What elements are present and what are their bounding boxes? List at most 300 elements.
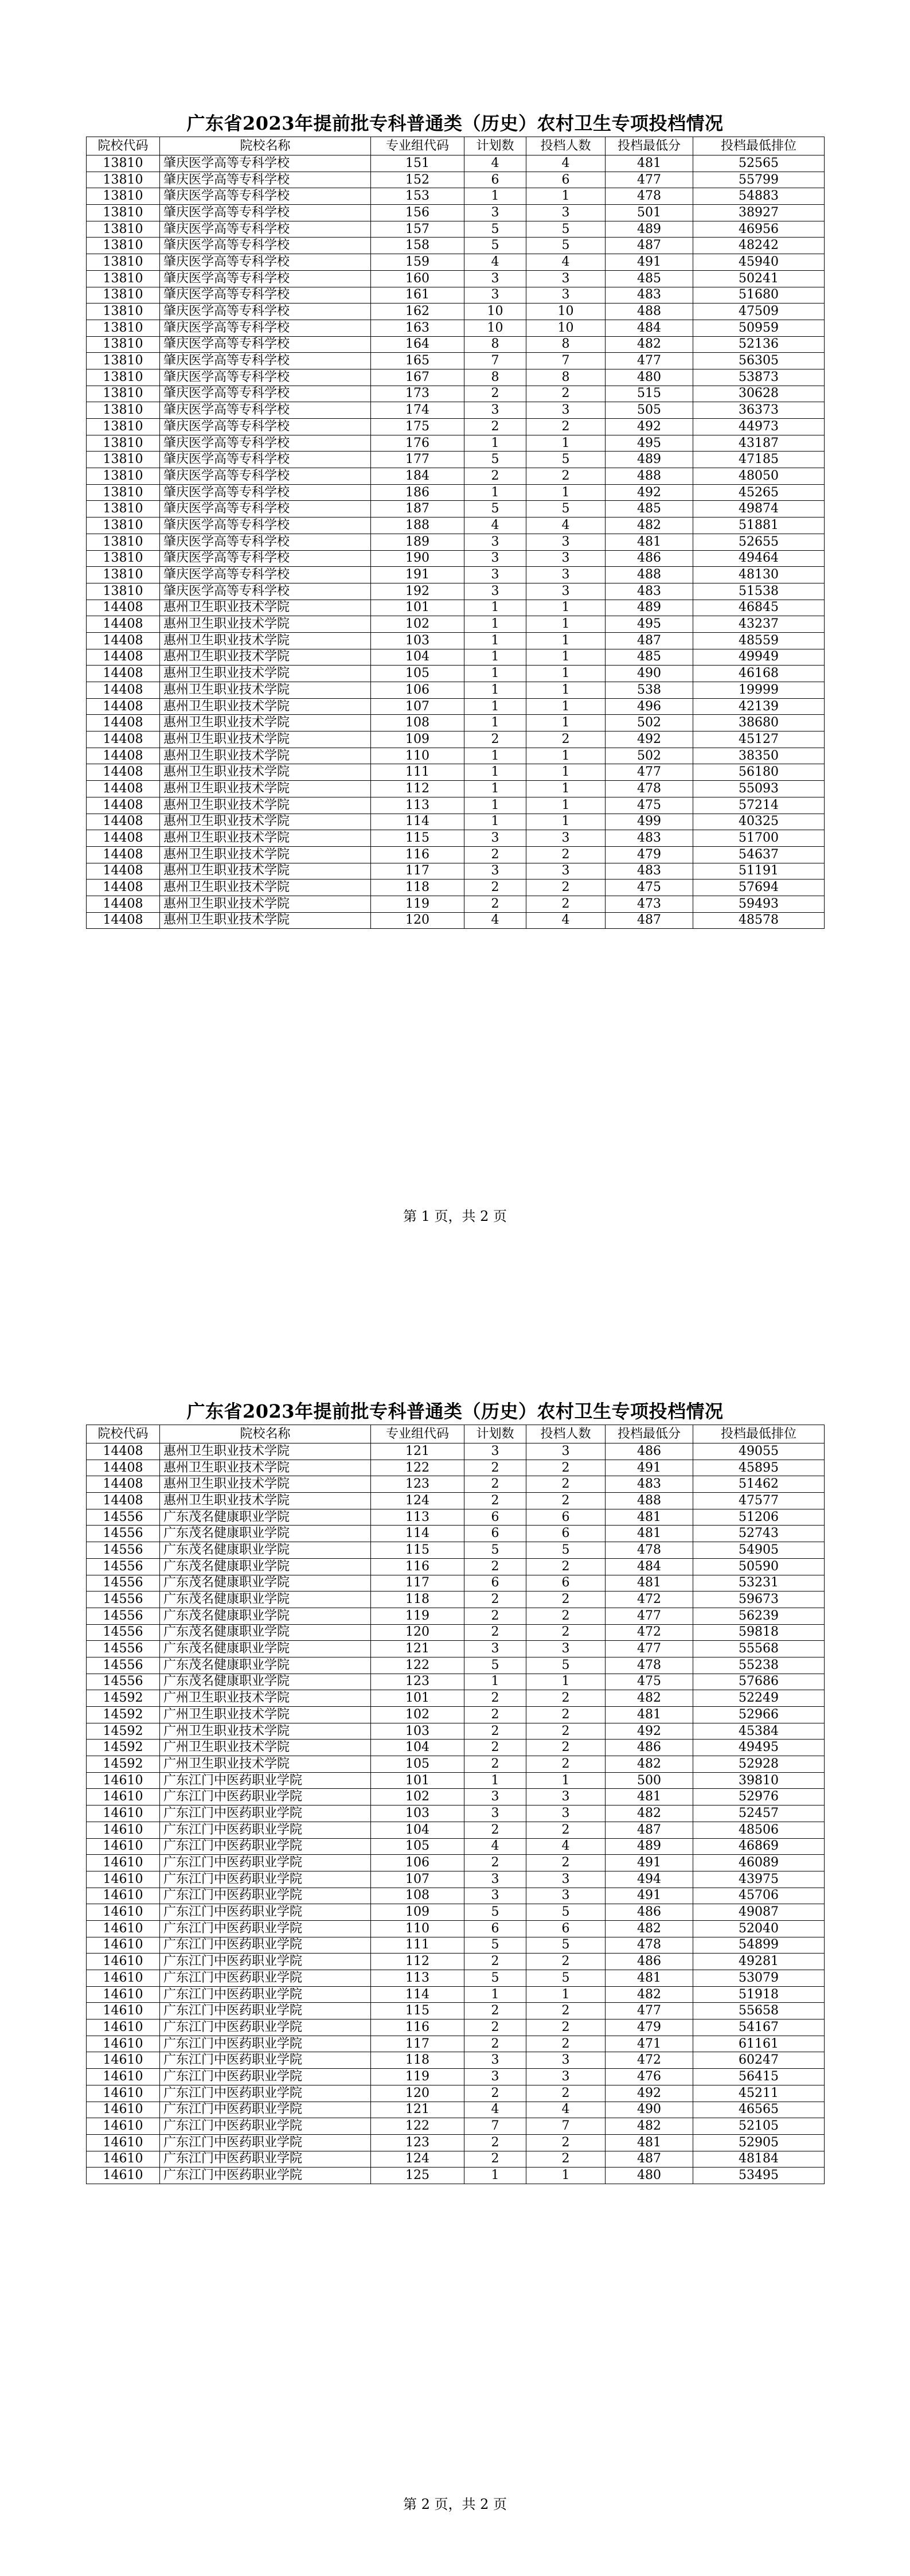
table-row: [87, 501, 825, 517]
plan-count-cell: 2: [464, 1608, 526, 1624]
plan-count-cell: 1: [464, 600, 526, 616]
min-score-cell: 483: [606, 863, 693, 880]
min-score-cell: 492: [606, 484, 693, 501]
group-code-cell: 117: [371, 1575, 464, 1591]
min-score-cell: 505: [606, 402, 693, 419]
admitted-count-cell: 1: [526, 600, 606, 616]
admitted-count-cell: 5: [526, 221, 606, 238]
plan-count-cell: 3: [464, 2069, 526, 2085]
school-code-cell: 14610: [87, 1937, 160, 1954]
admitted-count-cell: 4: [526, 517, 606, 534]
min-rank-cell: 49055: [693, 1443, 825, 1460]
group-code-cell: 106: [371, 1855, 464, 1871]
plan-count-cell: 1: [464, 764, 526, 781]
plan-count-cell: 5: [464, 1970, 526, 1987]
min-rank-cell: 49874: [693, 501, 825, 517]
min-score-cell: 490: [606, 2102, 693, 2118]
group-code-cell: 109: [371, 731, 464, 748]
plan-count-cell: 2: [464, 1822, 526, 1838]
school-code-cell: 14556: [87, 1657, 160, 1674]
min-score-cell: 489: [606, 1838, 693, 1855]
min-score-cell: 478: [606, 1542, 693, 1559]
group-code-cell: 114: [371, 1986, 464, 2003]
group-code-cell: 108: [371, 1888, 464, 1904]
min-score-cell: 482: [606, 336, 693, 353]
min-rank-cell: 48050: [693, 468, 825, 485]
school-name-cell: 肇庆医学高等专科学校: [160, 287, 371, 303]
admitted-count-cell: 1: [526, 649, 606, 666]
admitted-count-cell: 5: [526, 238, 606, 254]
plan-count-cell: 1: [464, 715, 526, 731]
school-name-cell: 惠州卫生职业技术学院: [160, 698, 371, 715]
min-score-cell: 492: [606, 2085, 693, 2102]
school-name-cell: 惠州卫生职业技术学院: [160, 616, 371, 633]
table-row: [87, 1542, 825, 1559]
group-code-cell: 113: [371, 1509, 464, 1526]
school-name-cell: 广东江门中医药职业学院: [160, 1888, 371, 1904]
plan-count-cell: 5: [464, 1542, 526, 1559]
min-rank-cell: 50590: [693, 1558, 825, 1575]
min-score-cell: 499: [606, 814, 693, 830]
plan-count-cell: 2: [464, 2003, 526, 2019]
admitted-count-cell: 3: [526, 2069, 606, 2085]
admitted-count-cell: 3: [526, 1443, 606, 1460]
table-row: [87, 863, 825, 880]
school-name-cell: 惠州卫生职业技术学院: [160, 814, 371, 830]
table-row: [87, 1789, 825, 1805]
group-code-cell: 101: [371, 1690, 464, 1707]
min-score-cell: 482: [606, 1920, 693, 1937]
min-score-cell: 471: [606, 2036, 693, 2052]
school-name-cell: 惠州卫生职业技术学院: [160, 649, 371, 666]
plan-count-cell: 4: [464, 1838, 526, 1855]
school-code-cell: 14592: [87, 1690, 160, 1707]
min-rank-cell: 52743: [693, 1526, 825, 1542]
table-row: [87, 1476, 825, 1493]
min-rank-cell: 54905: [693, 1542, 825, 1559]
group-code-cell: 105: [371, 1756, 464, 1773]
min-rank-cell: 52655: [693, 534, 825, 550]
min-score-cell: 481: [606, 1509, 693, 1526]
school-code-cell: 14610: [87, 2069, 160, 2085]
school-code-cell: 14610: [87, 2019, 160, 2036]
plan-count-cell: 1: [464, 188, 526, 205]
min-score-cell: 478: [606, 1937, 693, 1954]
min-score-cell: 490: [606, 666, 693, 682]
table-row: [87, 715, 825, 731]
school-code-cell: 14408: [87, 682, 160, 699]
min-rank-cell: 56415: [693, 2069, 825, 2085]
table-row: [87, 2069, 825, 2085]
plan-count-cell: 3: [464, 1443, 526, 1460]
min-rank-cell: 48506: [693, 1822, 825, 1838]
admitted-count-cell: 4: [526, 1838, 606, 1855]
header-group-code: 专业组代码: [371, 1425, 464, 1443]
school-name-cell: 广州卫生职业技术学院: [160, 1723, 371, 1740]
group-code-cell: 109: [371, 1904, 464, 1921]
plan-count-cell: 3: [464, 205, 526, 221]
admitted-count-cell: 2: [526, 1608, 606, 1624]
admitted-count-cell: 1: [526, 1772, 606, 1789]
table-row: [87, 1871, 825, 1888]
group-code-cell: 118: [371, 1591, 464, 1608]
page-footer: 第 2 页，共 2 页: [403, 2496, 507, 2512]
admitted-count-cell: 3: [526, 2052, 606, 2069]
school-name-cell: 广州卫生职业技术学院: [160, 1740, 371, 1756]
min-rank-cell: 48559: [693, 632, 825, 649]
school-name-cell: 广东江门中医药职业学院: [160, 1954, 371, 1970]
min-score-cell: 484: [606, 320, 693, 336]
group-code-cell: 152: [371, 172, 464, 188]
min-score-cell: 472: [606, 2052, 693, 2069]
group-code-cell: 120: [371, 1624, 464, 1641]
plan-count-cell: 2: [464, 2151, 526, 2168]
plan-count-cell: 5: [464, 1937, 526, 1954]
admitted-count-cell: 1: [526, 764, 606, 781]
group-code-cell: 104: [371, 1740, 464, 1756]
min-rank-cell: 53495: [693, 2168, 825, 2184]
header-school-name: 院校名称: [160, 137, 371, 155]
school-name-cell: 肇庆医学高等专科学校: [160, 336, 371, 353]
table-row: [87, 353, 825, 369]
group-code-cell: 191: [371, 567, 464, 583]
min-score-cell: 488: [606, 567, 693, 583]
min-score-cell: 483: [606, 583, 693, 600]
min-rank-cell: 50959: [693, 320, 825, 336]
plan-count-cell: 2: [464, 386, 526, 402]
school-name-cell: 广东江门中医药职业学院: [160, 1805, 371, 1822]
table-row: [87, 830, 825, 847]
admitted-count-cell: 6: [526, 172, 606, 188]
min-score-cell: 487: [606, 632, 693, 649]
min-score-cell: 472: [606, 1624, 693, 1641]
group-code-cell: 103: [371, 1805, 464, 1822]
group-code-cell: 101: [371, 600, 464, 616]
school-name-cell: 肇庆医学高等专科学校: [160, 435, 371, 452]
group-code-cell: 177: [371, 452, 464, 468]
min-rank-cell: 51680: [693, 287, 825, 303]
school-name-cell: 肇庆医学高等专科学校: [160, 517, 371, 534]
group-code-cell: 118: [371, 2052, 464, 2069]
group-code-cell: 113: [371, 1970, 464, 1987]
min-score-cell: 477: [606, 353, 693, 369]
school-name-cell: 广东茂名健康职业学院: [160, 1591, 371, 1608]
plan-count-cell: 7: [464, 2118, 526, 2135]
school-name-cell: 广州卫生职业技术学院: [160, 1707, 371, 1723]
school-name-cell: 广东江门中医药职业学院: [160, 1986, 371, 2003]
school-code-cell: 13810: [87, 270, 160, 287]
min-score-cell: 500: [606, 1772, 693, 1789]
min-rank-cell: 52976: [693, 1789, 825, 1805]
group-code-cell: 117: [371, 863, 464, 880]
min-score-cell: 482: [606, 1986, 693, 2003]
school-code-cell: 14408: [87, 912, 160, 929]
group-code-cell: 189: [371, 534, 464, 550]
plan-count-cell: 3: [464, 1871, 526, 1888]
min-score-cell: 486: [606, 1954, 693, 1970]
school-code-cell: 14610: [87, 2168, 160, 2184]
group-code-cell: 114: [371, 1526, 464, 1542]
school-name-cell: 惠州卫生职业技术学院: [160, 1443, 371, 1460]
school-code-cell: 13810: [87, 287, 160, 303]
min-rank-cell: 51206: [693, 1509, 825, 1526]
min-rank-cell: 46845: [693, 600, 825, 616]
school-code-cell: 13810: [87, 205, 160, 221]
plan-count-cell: 2: [464, 1558, 526, 1575]
table-row: [87, 1443, 825, 1460]
school-name-cell: 广东江门中医药职业学院: [160, 2151, 371, 2168]
min-rank-cell: 53079: [693, 1970, 825, 1987]
school-code-cell: 14610: [87, 2102, 160, 2118]
admitted-count-cell: 2: [526, 468, 606, 485]
plan-count-cell: 5: [464, 221, 526, 238]
admitted-count-cell: 1: [526, 748, 606, 764]
school-name-cell: 广东江门中医药职业学院: [160, 1871, 371, 1888]
min-score-cell: 477: [606, 2003, 693, 2019]
admitted-count-cell: 5: [526, 501, 606, 517]
plan-count-cell: 1: [464, 814, 526, 830]
min-score-cell: 501: [606, 205, 693, 221]
min-score-cell: 482: [606, 1690, 693, 1707]
admitted-count-cell: 1: [526, 616, 606, 633]
min-score-cell: 484: [606, 1558, 693, 1575]
admitted-count-cell: 1: [526, 698, 606, 715]
plan-count-cell: 2: [464, 2036, 526, 2052]
min-score-cell: 478: [606, 781, 693, 797]
min-rank-cell: 45211: [693, 2085, 825, 2102]
school-code-cell: 13810: [87, 583, 160, 600]
min-rank-cell: 49281: [693, 1954, 825, 1970]
min-rank-cell: 51191: [693, 863, 825, 880]
min-score-cell: 486: [606, 1740, 693, 1756]
school-name-cell: 肇庆医学高等专科学校: [160, 205, 371, 221]
group-code-cell: 167: [371, 369, 464, 386]
table-row: [87, 205, 825, 221]
group-code-cell: 120: [371, 2085, 464, 2102]
admitted-count-cell: 1: [526, 666, 606, 682]
table-row: [87, 2151, 825, 2168]
table-row: [87, 238, 825, 254]
table-body-page-2: [87, 1443, 825, 2184]
school-code-cell: 14610: [87, 2134, 160, 2151]
school-name-cell: 肇庆医学高等专科学校: [160, 172, 371, 188]
admitted-count-cell: 8: [526, 336, 606, 353]
school-name-cell: 惠州卫生职业技术学院: [160, 863, 371, 880]
min-score-cell: 491: [606, 1888, 693, 1904]
plan-count-cell: 6: [464, 1920, 526, 1937]
group-code-cell: 157: [371, 221, 464, 238]
group-code-cell: 102: [371, 616, 464, 633]
group-code-cell: 124: [371, 2151, 464, 2168]
school-name-cell: 肇庆医学高等专科学校: [160, 320, 371, 336]
header-min-score: 投档最低分: [606, 1425, 693, 1443]
school-name-cell: 广州卫生职业技术学院: [160, 1756, 371, 1773]
group-code-cell: 187: [371, 501, 464, 517]
admitted-count-cell: 3: [526, 863, 606, 880]
school-code-cell: 14556: [87, 1542, 160, 1559]
school-code-cell: 14610: [87, 2003, 160, 2019]
table-row: [87, 419, 825, 435]
table-row: [87, 221, 825, 238]
group-code-cell: 123: [371, 1476, 464, 1493]
admitted-count-cell: 3: [526, 567, 606, 583]
group-code-cell: 121: [371, 1443, 464, 1460]
admitted-count-cell: 1: [526, 814, 606, 830]
min-score-cell: 478: [606, 1657, 693, 1674]
plan-count-cell: 1: [464, 1674, 526, 1690]
school-code-cell: 14408: [87, 896, 160, 912]
min-score-cell: 477: [606, 1608, 693, 1624]
school-code-cell: 14610: [87, 1904, 160, 1921]
min-rank-cell: 57686: [693, 1674, 825, 1690]
admitted-count-cell: 2: [526, 1740, 606, 1756]
table-row: [87, 336, 825, 353]
plan-count-cell: 1: [464, 748, 526, 764]
school-code-cell: 14610: [87, 1920, 160, 1937]
admitted-count-cell: 1: [526, 188, 606, 205]
plan-count-cell: 3: [464, 1789, 526, 1805]
school-name-cell: 广东茂名健康职业学院: [160, 1509, 371, 1526]
school-name-cell: 肇庆医学高等专科学校: [160, 254, 371, 271]
admitted-count-cell: 3: [526, 205, 606, 221]
min-rank-cell: 54167: [693, 2019, 825, 2036]
admitted-count-cell: 4: [526, 912, 606, 929]
school-name-cell: 肇庆医学高等专科学校: [160, 270, 371, 287]
min-rank-cell: 48242: [693, 238, 825, 254]
table-row: [87, 550, 825, 567]
group-code-cell: 115: [371, 1542, 464, 1559]
school-name-cell: 广东茂名健康职业学院: [160, 1542, 371, 1559]
group-code-cell: 111: [371, 1937, 464, 1954]
group-code-cell: 123: [371, 2134, 464, 2151]
min-score-cell: 489: [606, 452, 693, 468]
admitted-count-cell: 3: [526, 550, 606, 567]
table-header-row: [87, 137, 825, 155]
table-row: [87, 814, 825, 830]
school-code-cell: 13810: [87, 452, 160, 468]
school-code-cell: 14408: [87, 698, 160, 715]
plan-count-cell: 1: [464, 649, 526, 666]
plan-count-cell: 2: [464, 2019, 526, 2036]
min-score-cell: 475: [606, 880, 693, 896]
school-code-cell: 14408: [87, 600, 160, 616]
min-rank-cell: 56239: [693, 1608, 825, 1624]
header-admitted-count: 投档人数: [526, 137, 606, 155]
group-code-cell: 174: [371, 402, 464, 419]
table-row: [87, 1970, 825, 1987]
plan-count-cell: 2: [464, 1756, 526, 1773]
min-rank-cell: 48184: [693, 2151, 825, 2168]
admitted-count-cell: 1: [526, 2168, 606, 2184]
min-rank-cell: 59818: [693, 1624, 825, 1641]
group-code-cell: 119: [371, 1608, 464, 1624]
group-code-cell: 161: [371, 287, 464, 303]
school-name-cell: 惠州卫生职业技术学院: [160, 781, 371, 797]
table-row: [87, 1493, 825, 1509]
table-row: [87, 517, 825, 534]
admitted-count-cell: 3: [526, 1871, 606, 1888]
min-rank-cell: 49495: [693, 1740, 825, 1756]
school-code-cell: 13810: [87, 550, 160, 567]
school-code-cell: 13810: [87, 353, 160, 369]
plan-count-cell: 2: [464, 731, 526, 748]
min-score-cell: 488: [606, 468, 693, 485]
min-rank-cell: 38350: [693, 748, 825, 764]
min-score-cell: 482: [606, 2118, 693, 2135]
plan-count-cell: 2: [464, 1624, 526, 1641]
table-row: [87, 880, 825, 896]
school-name-cell: 肇庆医学高等专科学校: [160, 501, 371, 517]
min-score-cell: 479: [606, 846, 693, 863]
plan-count-cell: 2: [464, 846, 526, 863]
school-name-cell: 肇庆医学高等专科学校: [160, 484, 371, 501]
group-code-cell: 162: [371, 303, 464, 320]
admitted-count-cell: 2: [526, 896, 606, 912]
school-code-cell: 13810: [87, 172, 160, 188]
min-score-cell: 502: [606, 748, 693, 764]
header-school-code: 院校代码: [87, 137, 160, 155]
school-code-cell: 14610: [87, 1855, 160, 1871]
min-rank-cell: 51700: [693, 830, 825, 847]
school-code-cell: 14408: [87, 715, 160, 731]
plan-count-cell: 3: [464, 863, 526, 880]
table-row: [87, 452, 825, 468]
school-name-cell: 广东江门中医药职业学院: [160, 1822, 371, 1838]
group-code-cell: 190: [371, 550, 464, 567]
school-code-cell: 13810: [87, 336, 160, 353]
group-code-cell: 192: [371, 583, 464, 600]
admitted-count-cell: 5: [526, 1937, 606, 1954]
table-body-page-1: [87, 155, 825, 929]
admitted-count-cell: 8: [526, 369, 606, 386]
school-name-cell: 肇庆医学高等专科学校: [160, 155, 371, 172]
table-row: [87, 649, 825, 666]
table-row: [87, 896, 825, 912]
table-row: [87, 912, 825, 929]
min-score-cell: 478: [606, 188, 693, 205]
admitted-count-cell: 6: [526, 1509, 606, 1526]
min-score-cell: 492: [606, 1723, 693, 1740]
table-row: [87, 1822, 825, 1838]
admitted-count-cell: 3: [526, 1805, 606, 1822]
min-score-cell: 487: [606, 2151, 693, 2168]
min-score-cell: 483: [606, 287, 693, 303]
group-code-cell: 111: [371, 764, 464, 781]
school-code-cell: 14610: [87, 1822, 160, 1838]
group-code-cell: 107: [371, 698, 464, 715]
school-name-cell: 肇庆医学高等专科学校: [160, 188, 371, 205]
plan-count-cell: 2: [464, 1723, 526, 1740]
min-rank-cell: 55238: [693, 1657, 825, 1674]
table-row: [87, 797, 825, 814]
min-rank-cell: 45384: [693, 1723, 825, 1740]
school-name-cell: 肇庆医学高等专科学校: [160, 303, 371, 320]
min-rank-cell: 54883: [693, 188, 825, 205]
admitted-count-cell: 2: [526, 2003, 606, 2019]
min-rank-cell: 53231: [693, 1575, 825, 1591]
group-code-cell: 107: [371, 1871, 464, 1888]
table-row: [87, 2134, 825, 2151]
table-row: [87, 2085, 825, 2102]
school-code-cell: 14556: [87, 1558, 160, 1575]
group-code-cell: 106: [371, 682, 464, 699]
plan-count-cell: 2: [464, 1707, 526, 1723]
header-min-score: 投档最低分: [606, 137, 693, 155]
plan-count-cell: 4: [464, 2102, 526, 2118]
school-code-cell: 13810: [87, 419, 160, 435]
header-plan-count: 计划数: [464, 1425, 526, 1443]
min-score-cell: 485: [606, 501, 693, 517]
